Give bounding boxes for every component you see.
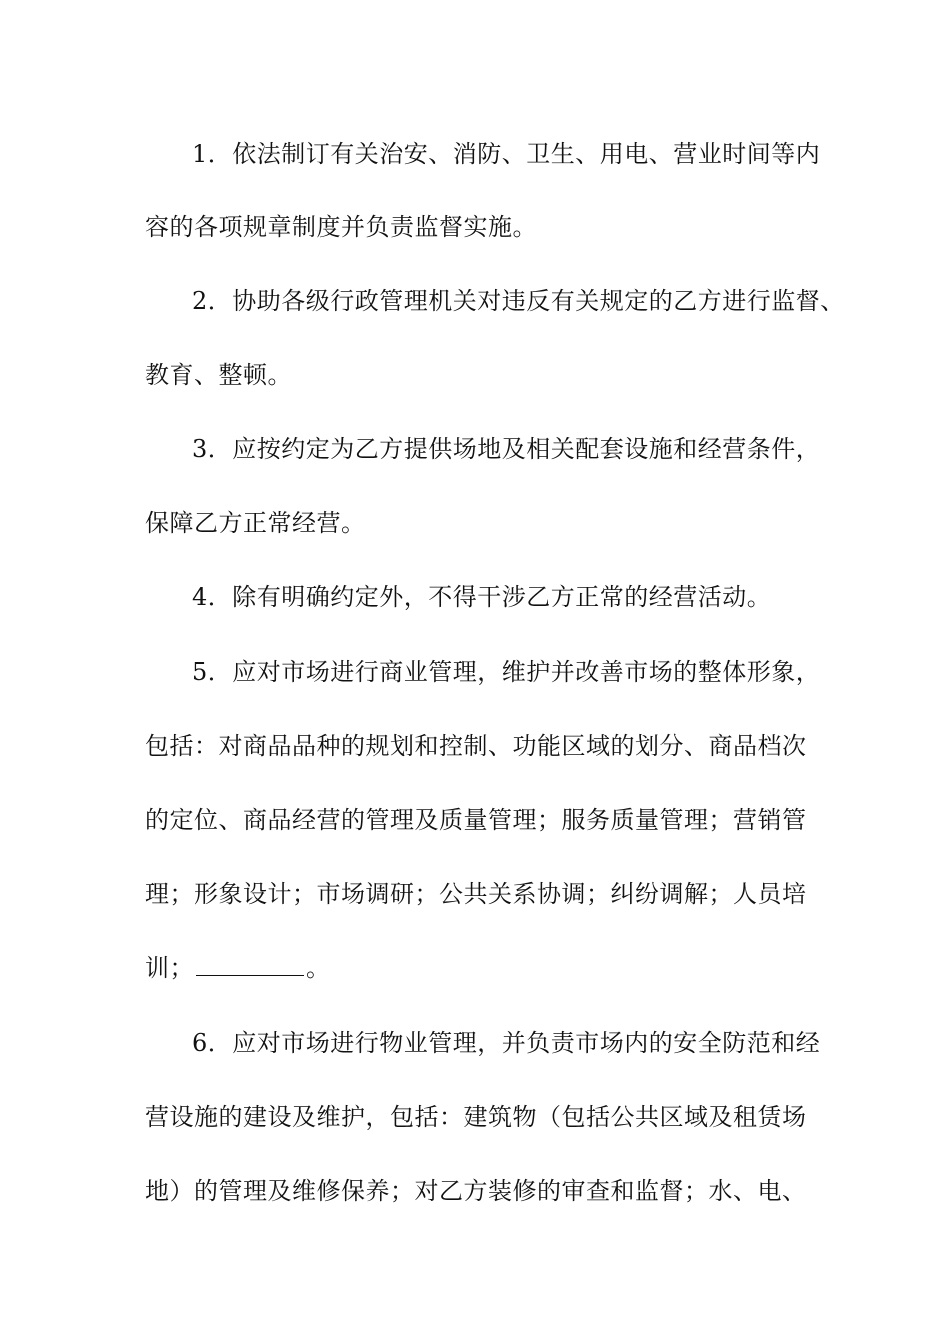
clause-5-line-1: 5．应对市场进行商业管理，维护并改善市场的整体形象， (192, 658, 821, 686)
clause-5-line-5-start: 训； (145, 954, 194, 982)
clause-1-line-1: 1．依法制订有关治安、消防、卫生、用电、营业时间等内 (192, 140, 821, 168)
clause-3-line-1: 3．应按约定为乙方提供场地及相关配套设施和经营条件， (192, 435, 821, 463)
clause-5-line-5-end: 。 (306, 954, 331, 982)
clause-5-line-4: 理；形象设计；市场调研；公共关系协调；纠纷调解；人员培 (145, 880, 807, 908)
clause-1-line-2: 容的各项规章制度并负责监督实施。 (145, 213, 537, 241)
clause-5-line-3: 的定位、商品经营的管理及质量管理；服务质量管理；营销管 (145, 806, 807, 834)
clause-3-line-2: 保障乙方正常经营。 (145, 509, 366, 537)
clause-5-line-2: 包括：对商品品种的规划和控制、功能区域的划分、商品档次 (145, 732, 807, 760)
clause-6-line-2: 营设施的建设及维护，包括：建筑物（包括公共区域及租赁场 (145, 1103, 807, 1131)
clause-5-line-5 (145, 951, 815, 985)
clause-2-line-2: 教育、整顿。 (145, 361, 292, 389)
clause-6-line-1: 6．应对市场进行物业管理，并负责市场内的安全防范和经 (192, 1029, 821, 1057)
fill-in-blank (196, 953, 304, 976)
clause-4-line-1: 4．除有明确约定外，不得干涉乙方正常的经营活动。 (192, 583, 772, 611)
clause-2-line-1: 2．协助各级行政管理机关对违反有关规定的乙方进行监督、 (192, 287, 845, 315)
clause-6-line-3: 地）的管理及维修保养；对乙方装修的审查和监督；水、电、 (145, 1177, 807, 1205)
